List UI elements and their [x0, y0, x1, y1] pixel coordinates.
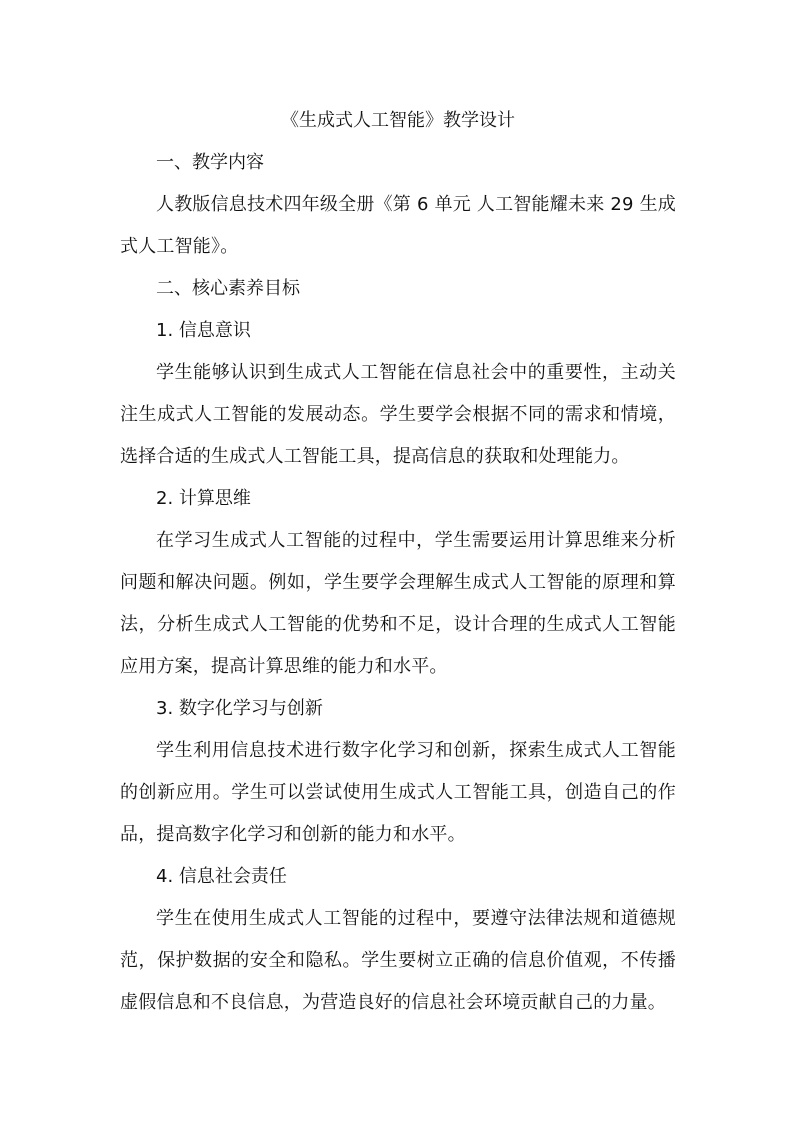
- item-heading-social-responsibility: 4. 信息社会责任: [156, 866, 287, 887]
- paragraph-social-responsibility: 学生在使用生成式人工智能的过程中，要遵守法律法规和道德规范，保护数据的安全和隐私。学生要树立正确的信息价值观，不传播虚假信息和不良信息，为营造良好的信息社会环境贡献自己的力量。: [120, 908, 676, 1013]
- section-heading-core-literacy: 二、核心素养目标: [156, 278, 300, 299]
- paragraph-digital-learning: 学生利用信息技术进行数字化学习和创新，探索生成式人工智能的创新应用。学生可以尝试使用生成式人工智能工具，创造自己的作品，提高数字化学习和创新的能力和水平。: [120, 740, 676, 845]
- item-heading-computational-thinking: 2. 计算思维: [156, 488, 251, 509]
- item-heading-digital-learning: 3. 数字化学习与创新: [156, 698, 323, 719]
- paragraph-information-awareness: 学生能够认识到生成式人工智能在信息社会中的重要性，主动关注生成式人工智能的发展动态。学生要学会根据不同的需求和情境，选择合适的生成式人工智能工具，提高信息的获取和处理能力。: [120, 362, 676, 467]
- item-heading-information-awareness: 1. 信息意识: [156, 320, 251, 341]
- paragraph-computational-thinking: 在学习生成式人工智能的过程中，学生需要运用计算思维来分析问题和解决问题。例如，学生要学会理解生成式人工智能的原理和算法，分析生成式人工智能的优势和不足，设计合理的生成式人工智能应用方案，提高计算思维的能力和水平。: [120, 530, 676, 677]
- document-title: 《生成式人工智能》教学设计: [281, 110, 515, 131]
- paragraph-teaching-content: 人教版信息技术四年级全册《第 6 单元 人工智能耀未来 29 生成式人工智能》。: [120, 194, 676, 257]
- document-body: [120, 100, 676, 1024]
- section-heading-teaching-content: 一、教学内容: [156, 152, 264, 173]
